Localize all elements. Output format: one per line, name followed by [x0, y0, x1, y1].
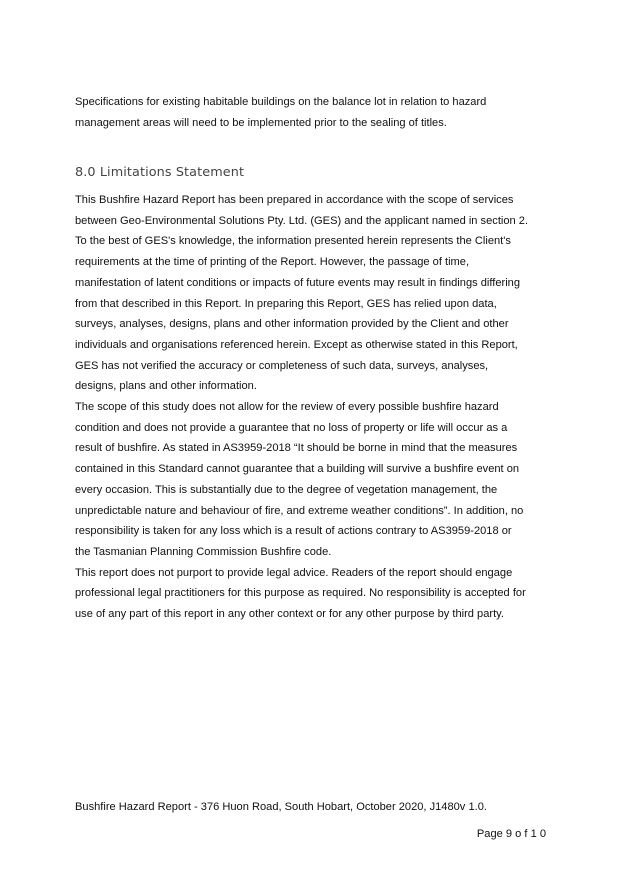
text-line: This report does not purport to provide legal advice. Readers of the report should engage: [75, 566, 513, 579]
page-number: Page 9 o f 1 0: [476, 828, 546, 840]
text-line: unpredictable nature and behaviour of fire, and extreme weather conditions”. In addition, no: [75, 504, 524, 517]
text-line: The scope of this study does not allow for the review of every possible bushfire hazard: [75, 401, 499, 414]
text-line: GES has not verified the accuracy or completeness of such data, surveys, analyses,: [75, 359, 489, 372]
text-line: result of bushfire. As stated in AS3959-2018 “It should be borne in mind that the measures: [75, 442, 518, 455]
text-line: To the best of GES's knowledge, the information presented herein represents the Client's: [75, 235, 511, 248]
text-line: Specifications for existing habitable buildings on the balance lot in relation to hazard: [75, 96, 487, 108]
text-line: the Tasmanian Planning Commission Bushfire code.: [75, 545, 332, 558]
section-heading: 8.0 Limitations Statement: [75, 165, 245, 180]
text-line: contained in this Standard cannot guarantee that a building will survive a bushfire event on: [75, 463, 520, 476]
text-line: professional legal practitioners for this purpose as required. No responsibility is accepted for: [75, 587, 526, 600]
text-line: between Geo-Environmental Solutions Pty. Ltd. (GES) and the applicant named in section 2.: [75, 214, 529, 227]
text-line: manifestation of latent conditions or impacts of future events may result in findings differing: [75, 276, 521, 289]
text-line: responsibility is taken for any loss which is a result of actions contrary to AS3959-2018 or: [75, 525, 512, 538]
intro-paragraph: [75, 92, 555, 133]
text-line: use of any part of this report in any other context or for any other purpose by third party.: [75, 608, 504, 621]
text-line: This Bushfire Hazard Report has been prepared in accordance with the scope of services: [75, 194, 514, 206]
limitations-paragraphs: [75, 190, 555, 625]
text-line: individuals and organisations referenced herein. Except as otherwise stated in this Report,: [75, 338, 518, 351]
text-line: from that described in this Report. In preparing this Report, GES has relied upon data,: [75, 297, 497, 310]
text-line: condition and does not provide a guarantee that no loss of property or life will occur as a: [75, 421, 508, 434]
text-line: requirements at the time of printing of the Report. However, the passage of time,: [75, 256, 470, 269]
text-line: every occasion. This is substantially due to the degree of vegetation management, the: [75, 483, 498, 496]
text-line: designs, plans and other information.: [75, 380, 257, 393]
page-footer: Bushfire Hazard Report - 376 Huon Road, South Hobart, October 2020, J1480v 1.0.: [75, 801, 487, 813]
text-line: surveys, analyses, designs, plans and other information provided by the Client and other: [75, 318, 509, 331]
text-line: management areas will need to be implemented prior to the sealing of titles.: [75, 116, 447, 129]
